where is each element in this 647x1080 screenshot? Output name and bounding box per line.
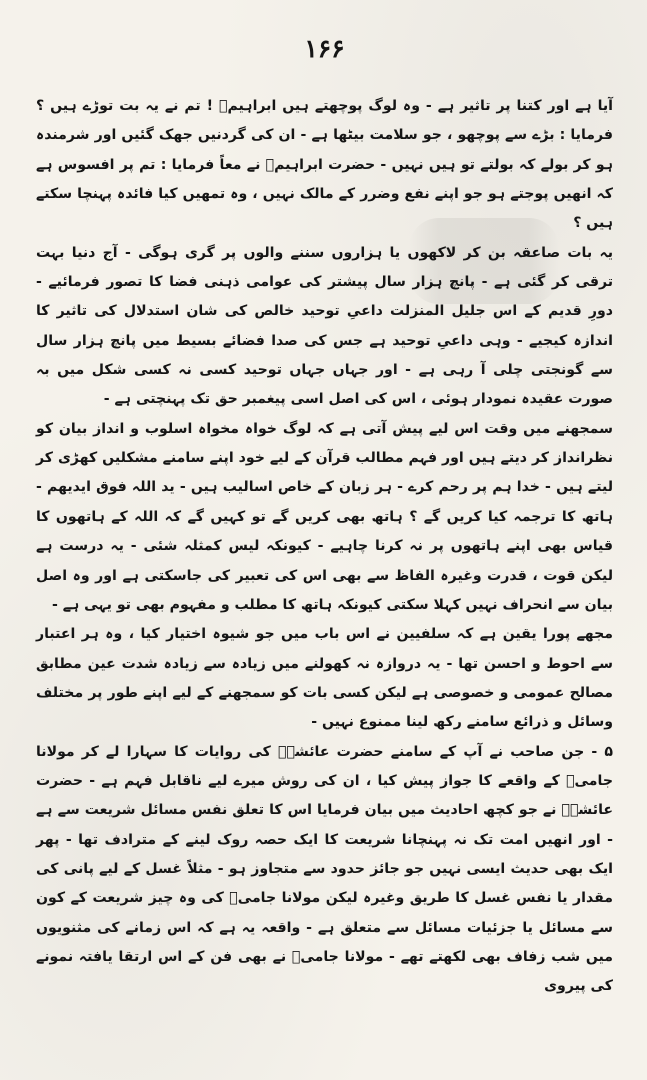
paragraph: یہ بات صاعقہ بن کر لاکھوں یا ہزاروں سننے والوں پر گری ہوگی - آج دنیا بہت ترقی کر گئی ہے - پانچ ہزار سال پیشتر کی عوامی ذہنی فضا کا تصور فرمائیے - دورِ قدیم کے اس جلیل المنزلت داعیِ توحید خالص کی شان استدلال کی تاثیر کا اندازہ کیجیے - وہی داعیِ توحید ہے جس کی صدا فضائے بسیط میں پانچ ہزار سال سے گونجتی چلی آ رہی ہے - اور جہاں جہاں توحید کسی نہ کسی شکل میں بہ صورت عقیدہ نمودار ہوئی ، اس کی اصل اسی پیغمبر حق تک پہنچتی ہے - [36, 244, 613, 408]
paragraph: آیا ہے اور کتنا پر تاثیر ہے - وہ لوگ پوچھتے ہیں ابراہیمؑ ! تم نے یہ بت توڑے ہیں ؟ فرمایا : بڑے سے پوچھو ، جو سلامت بیٹھا ہے - ان کی گردنیں جھک گئیں اور شرمندہ ہو کر بولے کہ بولتے تو ہیں نہیں - حضرت ابراہیمؑ نے معاً فرمایا : تم پر افسوس ہے کہ انھیں پوجتے ہو جو اپنے نفع وضرر کے مالک نہیں ، وہ تمھیں کیا فائدہ پہنچا سکتے ہیں ؟ [36, 98, 613, 232]
paragraph: مجھے پورا یقین ہے کہ سلفیین نے اس باب میں جو شیوہ اختیار کیا ، وہ ہر اعتبار سے احوط و احسن تھا - یہ دروازہ نہ کھولنے میں زیادہ سے زیادہ شدت عین مطابق مصالح عمومی و خصوصی ہے لیکن کسی بات کو سمجھنے کے لیے اپنے طور پر مختلف وسائل و ذرائع سامنے رکھ لینا ممنوع نہیں - [36, 626, 613, 731]
page-text [36, 92, 613, 1002]
paragraph: ۵ - جن صاحب نے آپ کے سامنے حضرت عائشہؓ کی روایات کا سہارا لے کر مولانا جامیؒ کے واقعے کا جواز پیش کیا ، ان کی روش میرے لیے ناقابل فہم ہے - حضرت عائشہؓ نے جو کچھ احادیث میں بیان فرمایا اس کا تعلق نفس مسائل شریعت سے ہے - اور انھیں امت تک نہ پہنچانا شریعت کا ایک حصہ روک لینے کے مترادف تھا - پھر ایک بھی حدیث ایسی نہیں جو جائز حدود سے متجاوز ہو - مثلاً غسل کے لیے پانی کی مقدار یا نفس غسل کا طریق وغیرہ لیکن مولانا جامیؒ کی وہ چیز شریعت کے کون سے مسائل یا جزئیات مسائل سے متعلق ہے - واقعہ یہ ہے کہ اس زمانے کی مثنویوں میں شب زفاف بھی لکھتے تھے - مولانا جامیؒ نے بھی فن کے اس ارتقا یافتہ نمونے کی پیروی [36, 743, 613, 995]
page-number: ۱۶۶ [304, 34, 345, 63]
paragraph: سمجھنے میں وقت اس لیے پیش آتی ہے کہ لوگ خواہ مخواہ اسلوب و انداز بیان کو نظرانداز کر دیتے ہیں اور فہم مطالب قرآن کے لیے خود اپنے سامنے مشکلیں کھڑی کر لیتے ہیں - خدا ہم پر رحم کرے - ہر زبان کے خاص اسالیب ہیں - ید اللہ فوق ایدیھم - ہاتھ کا ترجمہ کیا کریں گے ؟ ہاتھ بھی کریں گے تو کہیں گے کہ اللہ کے ہاتھوں کا قیاس بھی اپنے ہاتھوں پر نہ کرنا چاہیے - کیونکہ لیس کمثلہ شئی - یہ درست ہے لیکن قوت ، قدرت وغیرہ الفاظ سے بھی اس کی تعبیر کی جاسکتی ہے اور وہ اصل بیان سے انحراف نہیں کہلا سکتی کیونکہ ہاتھ کا مطلب و مفہوم بھی تو یہی ہے - [36, 420, 613, 613]
